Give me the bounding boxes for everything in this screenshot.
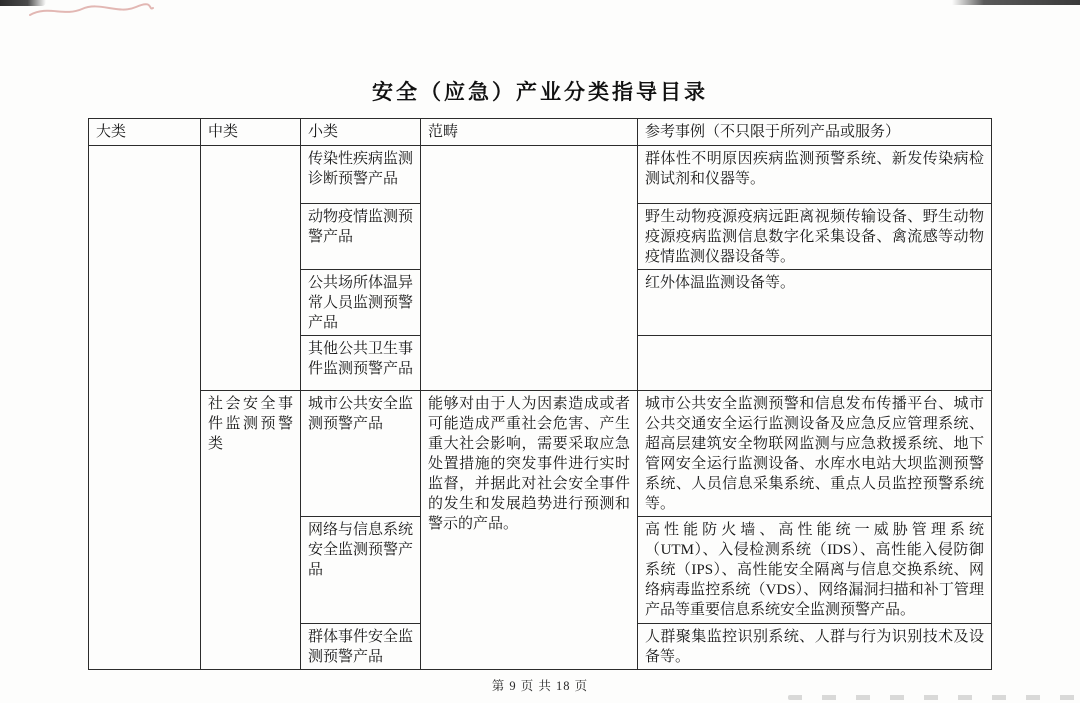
classification-table (88, 118, 992, 670)
col-header-small-category: 小类 (301, 119, 421, 146)
scan-smudge-top-right (952, 0, 1080, 5)
cell-small-category: 城市公共安全监测预警产品 (301, 391, 421, 517)
table-header-row (89, 119, 992, 146)
cell-reference: 城市公共安全监测预警和信息发布传播平台、城市公共交通安全运行监测设备及应急反应管理系统、超高层建筑安全物联网监测与应急救援系统、地下管网安全运行监测设备、水库水电站大坝监测预警系统、人员信息采集系统、重点人员监控预警系统等。 (638, 391, 992, 517)
cell-small-category: 其他公共卫生事件监测预警产品 (301, 336, 421, 391)
table-row (89, 146, 992, 204)
cell-reference: 野生动物疫源疫病远距离视频传输设备、野生动物疫源疫病监测信息数字化采集设备、禽流感等动物疫情监测仪器设备等。 (638, 204, 992, 270)
cell-mid-category-social-security: 社会安全事件监测预警类 (201, 391, 301, 670)
page-title: 安全（应急）产业分类指导目录 (372, 80, 708, 104)
cell-mid-category-blank (201, 146, 301, 391)
cell-small-category: 公共场所体温异常人员监测预警产品 (301, 270, 421, 336)
col-header-reference-examples: 参考事例（不只限于所列产品或服务） (638, 119, 992, 146)
red-pen-scribble-artifact (26, 1, 156, 21)
scan-dots-bottom-right (788, 695, 1080, 700)
cell-small-category: 群体事件安全监测预警产品 (301, 624, 421, 670)
cell-reference: 人群聚集监控识别系统、人群与行为识别技术及设备等。 (638, 624, 992, 670)
col-header-mid-category: 中类 (201, 119, 301, 146)
cell-reference: 高性能防火墙、高性能统一威胁管理系统（UTM）、入侵检测系统（IDS）、高性能入侵防御系统（IPS）、高性能安全隔离与信息交换系统、网络病毒监控系统（VDS）、网络漏洞扫描和补丁管理产品等重要信息系统安全监测预警产品。 (638, 517, 992, 624)
cell-small-category: 动物疫情监测预警产品 (301, 204, 421, 270)
cell-small-category: 网络与信息系统安全监测预警产品 (301, 517, 421, 624)
table-row (89, 391, 992, 517)
cell-reference (638, 336, 992, 391)
cell-reference: 群体性不明原因疾病监测预警系统、新发传染病检测试剂和仪器等。 (638, 146, 992, 204)
cell-reference: 红外体温监测设备等。 (638, 270, 992, 336)
col-header-scope: 范畴 (421, 119, 638, 146)
page-number-footer: 第 9 页 共 18 页 (491, 679, 589, 693)
cell-major-category (89, 146, 201, 670)
col-header-major-category: 大类 (89, 119, 201, 146)
cell-scope-social-security: 能够对由于人为因素造成或者可能造成严重社会危害、产生重大社会影响，需要采取应急处置措施的突发事件进行实时监督，并据此对社会安全事件的发生和发展趋势进行预测和警示的产品。 (421, 391, 638, 670)
cell-small-category: 传染性疾病监测诊断预警产品 (301, 146, 421, 204)
cell-scope-blank (421, 146, 638, 391)
